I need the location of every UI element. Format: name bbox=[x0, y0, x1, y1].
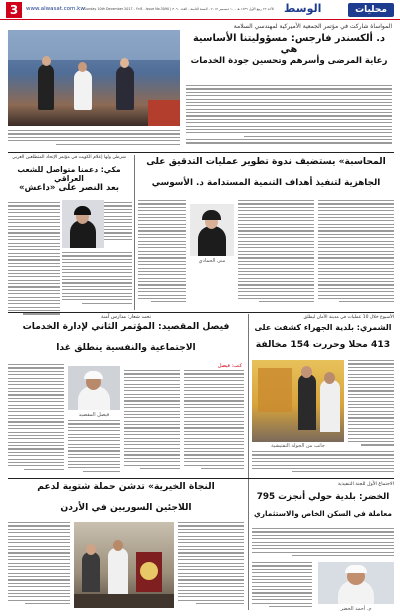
faisal-kicker: تحت شعار: مدارس آمنة bbox=[101, 314, 151, 320]
najat-headline-line-1[interactable]: النجاة الخيرية» تدشن حملة شتوية لدعم bbox=[37, 481, 215, 492]
audit-headline-line-1[interactable]: المحاسبة» يستضيف ندوة تطوير عمليات التدقيق على bbox=[146, 156, 386, 167]
lead-photo bbox=[8, 30, 180, 126]
shammari-photo bbox=[252, 360, 344, 442]
makki-headline-line-1[interactable]: مكي: دعمنا متواصل للشعب العراقي bbox=[17, 165, 121, 183]
shammari-headline-line-1[interactable]: الشمري: بلدية الجهراء كشفت على bbox=[254, 323, 392, 332]
audit-body-text-col-3 bbox=[318, 200, 394, 308]
faisal-body-text-col-2 bbox=[68, 420, 120, 474]
najat-body-text-col-1 bbox=[8, 522, 70, 610]
najat-body-text-col-2 bbox=[178, 522, 244, 610]
lead-body-text bbox=[186, 85, 392, 147]
khidr-headline-line-1[interactable]: الخضر: بلدية حولي أنجزت 795 bbox=[256, 492, 390, 502]
section-divider-1 bbox=[8, 152, 394, 153]
date-line: Sunday 10th December 2017 - Yr:8 - Issue No.3090 | الأحد ٢٢ ربيع الأول ١٤٣٩ هـ - ١٠ ديسمبر ٢٠١٧ - السنة الثامنة - العدد ٣٠٩٠ bbox=[84, 6, 275, 11]
khidr-headline-line-2[interactable]: معاملة في السكن الخاص والاستثماري bbox=[253, 509, 393, 518]
section-label: محليات bbox=[348, 3, 394, 17]
khidr-body-text bbox=[252, 528, 394, 560]
shammari-photo-caption: جانب من الجولة التفتيشية bbox=[271, 443, 325, 449]
column-divider-lower bbox=[248, 314, 249, 610]
section-divider-2 bbox=[8, 312, 394, 313]
website-url[interactable]: www.alwasat.com.kw bbox=[26, 6, 85, 12]
shammari-body-text-bottom bbox=[252, 451, 394, 475]
lead-headline-line-1[interactable]: د. ألكسندر فارجس: مسؤوليتنا الأساسية هي bbox=[192, 33, 386, 56]
makki-headline-line-2[interactable]: بعد النصر على «داعش» bbox=[18, 183, 120, 193]
faisal-photo bbox=[68, 366, 120, 410]
faisal-body-text-col-1 bbox=[8, 364, 64, 474]
section-divider-3 bbox=[8, 478, 394, 479]
page-number: 3 bbox=[6, 2, 22, 18]
column-divider-mid bbox=[134, 155, 135, 310]
newspaper-logo: الوسط bbox=[284, 2, 322, 15]
khidr-body-text-left bbox=[252, 562, 312, 610]
najat-photo bbox=[74, 522, 174, 608]
lead-headline-line-2[interactable]: رعاية المرضى وأسرهم وتحسين جودة الخدمات bbox=[190, 56, 388, 66]
shammari-headline-line-2[interactable]: 413 محلا وحررت 154 مخالفة bbox=[255, 339, 391, 350]
audit-headline-line-2[interactable]: الجاهزية لتنفيذ أهداف التنمية المستدامة د. الأسوسي bbox=[151, 178, 381, 188]
audit-body-text-col-1 bbox=[138, 200, 186, 308]
faisal-headline-line-2[interactable]: الاجتماعية والنفسية ينطلق غدا bbox=[56, 342, 196, 353]
shammari-body-text-right bbox=[348, 360, 394, 450]
faisal-body-text-col-4 bbox=[184, 370, 244, 474]
khidr-photo-caption: م. أحمد الخضر bbox=[340, 606, 372, 612]
audit-body-text-col-2 bbox=[238, 200, 314, 308]
audit-photo-caption: منى الحمادي bbox=[198, 258, 226, 264]
faisal-body-text-col-3 bbox=[124, 370, 180, 474]
najat-headline-line-2[interactable]: اللاجئين السوريين في الأردن bbox=[60, 502, 192, 513]
lead-body-text-under-photo bbox=[8, 130, 180, 150]
faisal-headline-line-1[interactable]: فيصل المقصيد: المؤتمر الثاني لإدارة الخدمات bbox=[22, 321, 230, 332]
shammari-kicker: الأسبوع خلال 10 عمليات في مدينة الأمان ليطلق bbox=[303, 315, 394, 320]
khidr-photo bbox=[318, 562, 394, 604]
audit-photo bbox=[190, 204, 234, 256]
faisal-photo-caption: فيصل المقصيد bbox=[78, 412, 110, 418]
makki-body-text-bottom bbox=[62, 252, 132, 310]
makki-kicker: شرطي ولها إعلام الكويت في مؤتمر الإتحاد المتطلعين العربي bbox=[12, 155, 126, 160]
page-header bbox=[0, 0, 400, 20]
lead-kicker: المواساة شاركت في مؤتمر الجمعية الأميركية لمهندسي السلامة bbox=[233, 23, 392, 30]
makki-photo bbox=[62, 200, 104, 248]
faisal-byline: كتب: فيصل bbox=[217, 363, 242, 369]
khidr-kicker: الاجتماع الأول للجنة التنفيذية bbox=[337, 482, 394, 487]
